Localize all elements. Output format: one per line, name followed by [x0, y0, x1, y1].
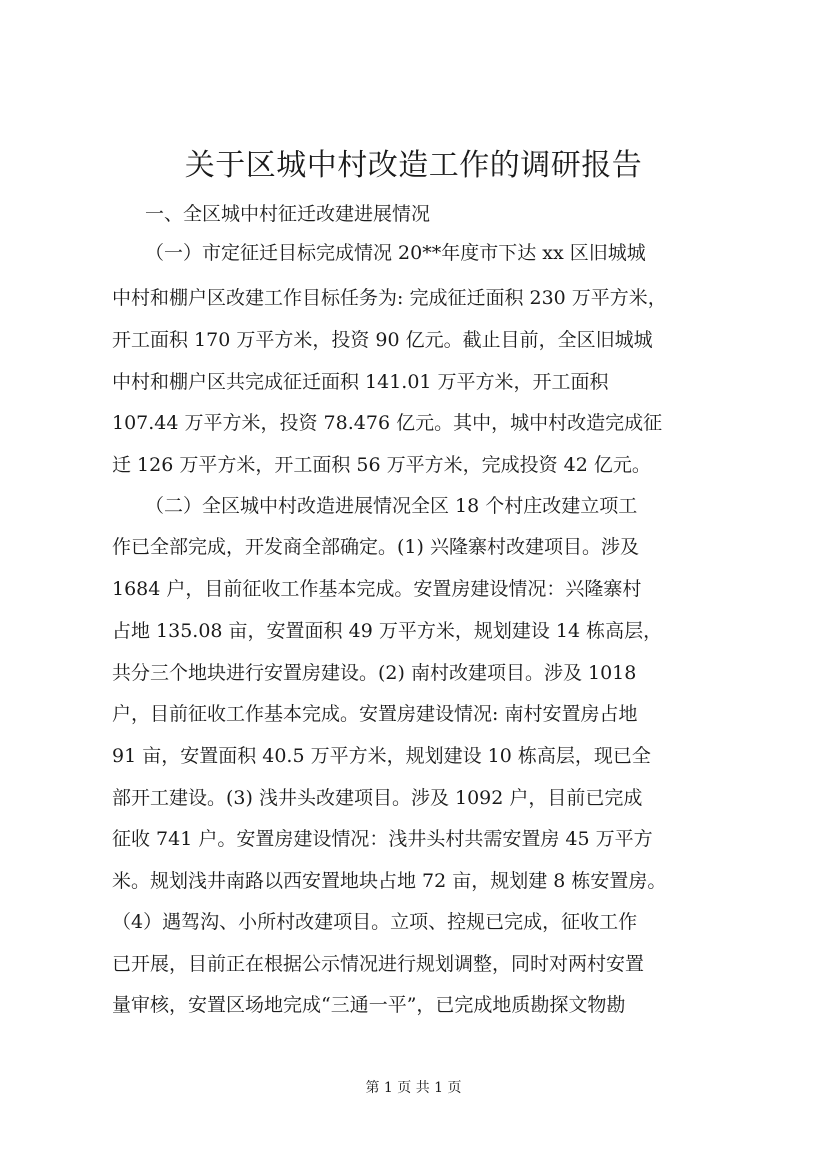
body-line: 迁 126 万平方米，开工面积 56 万平方米，完成投资 42 亿元。	[112, 454, 651, 476]
body-line: （二）全区城中村改造进展情况全区 18 个村庄改建立项工	[145, 495, 638, 517]
body-line: 中村和棚户区共完成征迁面积 141.01 万平方米，开工面积	[112, 371, 609, 393]
body-line: 量审核，安置区场地完成“三通一平”，已完成地质勘探文物勘	[112, 994, 626, 1016]
body-line: 征收 741 户。安置房建设情况：浅井头村共需安置房 45 万平方	[112, 828, 653, 850]
body-line: 已开展，目前正在根据公示情况进行规划调整，同时对两村安置	[112, 953, 645, 975]
body-line: 1684 户，目前征收工作基本完成。安置房建设情况：兴隆寨村	[112, 578, 642, 600]
body-line: 米。规划浅井南路以西安置地块占地 72 亩，规划建 8 栋安置房。	[112, 870, 667, 892]
body-line: 占地 135.08 亩，安置面积 49 万平方米，规划建设 14 栋高层，	[112, 620, 663, 642]
body-line: 107.44 万平方米，投资 78.476 亿元。其中，城中村改造完成征	[112, 412, 663, 434]
body-line: 91 亩，安置面积 40.5 万平方米，规划建设 10 栋高层，现已全	[112, 745, 651, 767]
document-title: 关于区城中村改造工作的调研报告	[184, 148, 643, 183]
section-heading: 一、全区城中村征迁改建进展情况	[145, 203, 431, 225]
body-line: 户，目前征收工作基本完成。安置房建设情况: 南村安置房占地	[112, 703, 638, 725]
body-line: 开工面积 170 万平方米，投资 90 亿元。截止目前，全区旧城城	[112, 329, 653, 351]
body-line: 共分三个地块进行安置房建设。(2) 南村改建项目。涉及 1018	[112, 662, 637, 684]
body-line: 作已全部完成，开发商全部确定。(1) 兴隆寨村改建项目。涉及	[112, 536, 639, 558]
body-line: （4）遇驾沟、小所村改建项目。立项、控规已完成，征收工作	[112, 911, 638, 933]
body-line: （一）市定征迁目标完成情况 20**年度市下达 xx 区旧城城	[145, 242, 646, 264]
body-line: 部开工建设。(3) 浅井头改建项目。涉及 1092 户，目前已完成	[112, 787, 643, 809]
body-line: 中村和棚户区改建工作目标任务为: 完成征迁面积 230 万平方米，	[112, 287, 667, 309]
page-number-footer: 第 1 页 共 1 页	[365, 1080, 462, 1096]
